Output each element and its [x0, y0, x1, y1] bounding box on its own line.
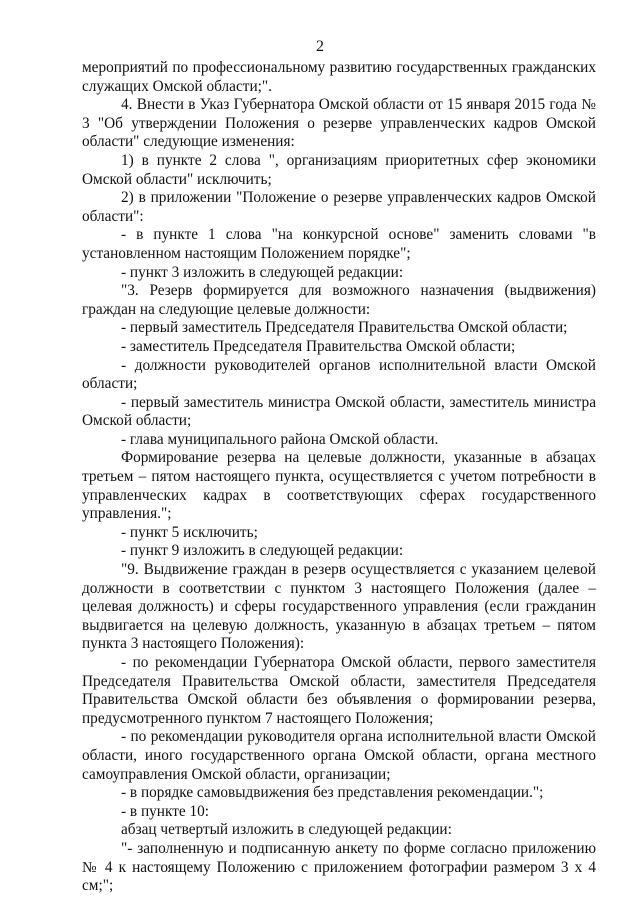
paragraph: - по рекомендации Губернатора Омской области, первого заместителя Председателя Правительства Омской области, заместителя Председателя Правительства Омской области без объявления о формировании резерва, предусмотренного пунктом 7 настоящего Положения; — [82, 654, 596, 727]
paragraph: - первый заместитель Председателя Правительства Омской области; — [121, 319, 568, 337]
paragraph: - должности руководителей органов исполнительной власти Омской области; — [82, 356, 596, 393]
document-body — [82, 59, 596, 896]
paragraph: "9. Выдвижение граждан в резерв осуществляется с указанием целевой должности в соответствии с пунктом 3 настоящего Положения (далее – целевая должность) и сферы государственного управления (если гражданин выдвигается на целевую должность, указанную в абзацах третьем – пятом пункта 3 настоящего Положения): — [82, 561, 596, 653]
paragraph: - в пункте 1 слова "на конкурсной основе" заменить словами "в установленном настоящим Положением порядке"; — [82, 226, 596, 262]
paragraph: - по рекомендации руководителя органа исполнительной власти Омской области, иного государственного органа Омской области, органа местного самоуправления Омской области, организации; — [82, 728, 596, 783]
paragraph: 1) в пункте 2 слова ", организациям приоритетных сфер экономики Омской области" исключить; — [82, 151, 596, 188]
paragraph: 2) в приложении "Положение о резерве управленческих кадров Омской области": — [82, 189, 596, 225]
paragraph: - пункт 9 изложить в следующей редакции: — [121, 542, 404, 560]
paragraph: - пункт 3 изложить в следующей редакции: — [121, 263, 404, 281]
paragraph: - первый заместитель министра Омской области, заместитель министра Омской области; — [82, 393, 596, 430]
paragraph: - заместитель Председателя Правительства Омской области; — [121, 337, 516, 355]
page-number: 2 — [316, 38, 324, 55]
paragraph: - пункт 5 исключить; — [121, 523, 258, 541]
paragraph: мероприятий по профессиональному развитию государственных гражданских служащих Омской области;". — [82, 59, 596, 95]
paragraph: - в пункте 10: — [121, 802, 210, 820]
paragraph: - в порядке самовыдвижения без представления рекомендации."; — [121, 784, 544, 802]
paragraph: - глава муниципального района Омской области. — [121, 430, 439, 448]
paragraph: Формирование резерва на целевые должности, указанные в абзацах третьем – пятом настоящего пункта, осуществляется с учетом потребности в управленческих кадрах в соответствующих сферах государственного управления."; — [82, 449, 596, 523]
paragraph: абзац четвертый изложить в следующей редакции: — [121, 821, 452, 839]
paragraph: "3. Резерв формируется для возможного назначения (выдвижения) граждан на следующие целевые должности: — [82, 282, 596, 318]
paragraph: 4. Внести в Указ Губернатора Омской области от 15 января 2015 года № 3 "Об утверждении Положения о резерве управленческих кадров Омской области" следующие изменения: — [82, 96, 596, 151]
paragraph: "- заполненную и подписанную анкету по форме согласно приложению № 4 к настоящему Положению с приложением фотографии размером 3 х 4 см;"; — [82, 839, 596, 895]
